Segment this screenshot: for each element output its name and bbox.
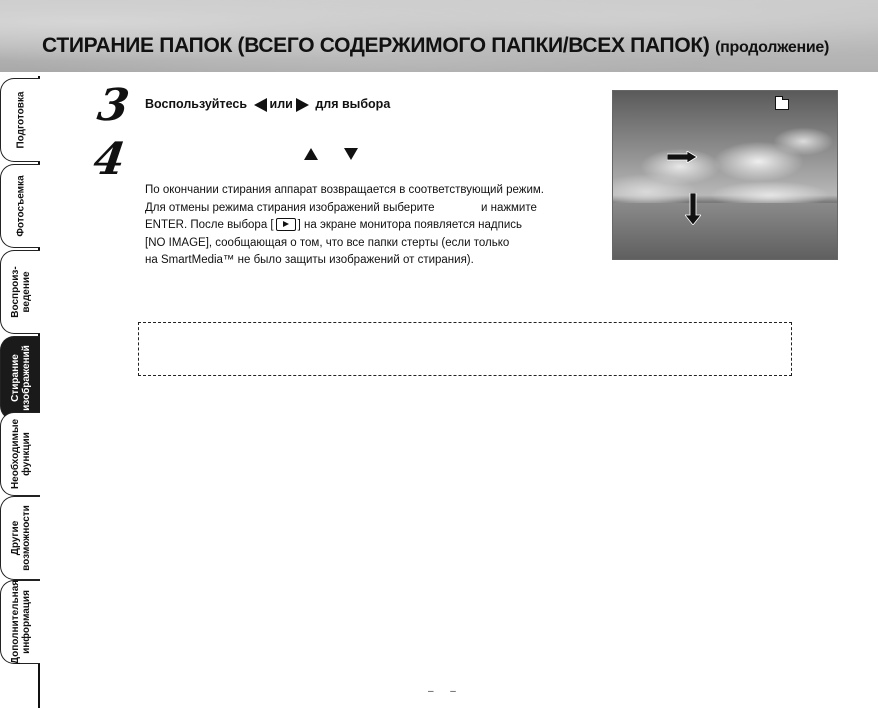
tab-podgotovka[interactable] xyxy=(0,78,40,162)
tab-label: Фотосъемка xyxy=(15,175,26,237)
paragraph-line: на SmartMedia™ не было защиты изображений от стирания). xyxy=(145,254,474,266)
tab-drugie[interactable] xyxy=(0,496,40,580)
step-3-text-mid: или xyxy=(269,97,293,111)
tab-dopolnitelnaya[interactable] xyxy=(0,580,40,664)
page-title-main: СТИРАНИЕ ПАПОК (ВСЕГО СОДЕРЖИМОГО ПАПКИ/ВСЕХ ПАПОК) xyxy=(42,34,710,57)
tab-vosproizvedenie[interactable] xyxy=(0,250,40,334)
folder-icon xyxy=(775,99,789,110)
page-footer-marks: – – xyxy=(428,686,456,697)
paragraph-text: ] на экране монитора появляется надпись xyxy=(297,219,522,231)
triangle-right-icon xyxy=(296,98,309,112)
photo-ground xyxy=(613,203,838,260)
tab-fotosemka[interactable] xyxy=(0,164,40,248)
step-3-text-after: для выбора xyxy=(315,97,391,111)
play-icon xyxy=(276,218,296,231)
page-title-subtitle: (продолжение) xyxy=(715,39,830,56)
paragraph-line: По окончании стирания аппарат возвращается в соответствующий режим. xyxy=(145,184,544,196)
tab-label: Воспроиз- ведение xyxy=(9,266,32,318)
sidebar xyxy=(0,72,40,708)
landscape-photo xyxy=(612,90,838,260)
paragraph-line xyxy=(145,200,595,218)
tab-label: Необходимые функции xyxy=(9,418,32,490)
arrow-down-icon xyxy=(685,193,701,225)
paragraph-line xyxy=(145,217,595,235)
tab-label: Другие возможности xyxy=(9,505,32,571)
step-4-number: 4 xyxy=(90,134,129,185)
tab-label: Дополнительная информация xyxy=(9,579,32,665)
paragraph-text: и нажмите xyxy=(480,201,537,214)
tab-label: Подготовка xyxy=(15,91,26,149)
note-box xyxy=(138,322,792,376)
paragraph-text: Для отмены режима стирания изображений выберите xyxy=(145,201,435,214)
header-banner xyxy=(0,0,878,72)
paragraph-text: ENTER. После выбора [ xyxy=(145,219,274,231)
step-3-text xyxy=(145,97,390,112)
page-title xyxy=(42,34,829,58)
arrow-right-icon xyxy=(667,151,697,163)
triangle-left-icon xyxy=(254,98,267,112)
instruction-paragraph xyxy=(145,182,595,270)
triangle-up-icon xyxy=(304,148,318,160)
step-3-number: 3 xyxy=(94,80,133,131)
step-3-text-before: Воспользуйтесь xyxy=(145,97,248,111)
paragraph-line: [NO IMAGE], сообщающая о том, что все папки стерты (если только xyxy=(145,236,510,249)
tab-stiranie[interactable] xyxy=(0,336,40,420)
triangle-down-icon xyxy=(344,148,358,160)
tab-neobkhodimye[interactable] xyxy=(0,412,40,496)
tab-label: Стирание изображений xyxy=(9,345,32,411)
